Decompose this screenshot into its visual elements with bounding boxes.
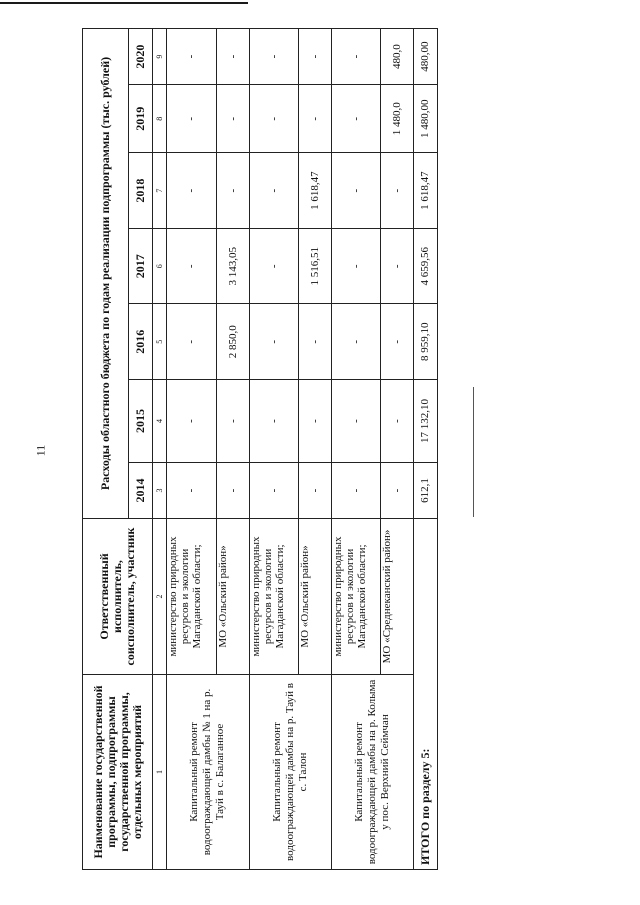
value-cell: - (331, 29, 380, 85)
index-row (153, 29, 167, 870)
value-cell: - (298, 380, 331, 463)
total-cell: 4 659,56 (413, 228, 437, 304)
value-cell: - (216, 380, 249, 463)
value-cell: 1 618,47 (298, 153, 331, 229)
year-cell: 2019 (129, 85, 153, 153)
measure-name: Капитальный ремонт водоограждающей дамбы № 1 на р. Тауй в с. Балаганное (167, 675, 249, 870)
index-cell: 8 (153, 85, 167, 153)
value-cell: - (331, 228, 380, 304)
year-cell: 2017 (129, 228, 153, 304)
page-number: 11 (33, 444, 48, 457)
value-cell: - (216, 29, 249, 85)
value-cell: - (167, 380, 216, 463)
index-cell: 4 (153, 380, 167, 463)
total-label: ИТОГО по разделу 5: (413, 519, 437, 870)
value-cell: - (380, 380, 413, 463)
value-cell: - (298, 29, 331, 85)
value-cell: - (249, 153, 298, 229)
value-cell: - (331, 304, 380, 380)
total-cell: 17 132,10 (413, 380, 437, 463)
index-cell: 5 (153, 304, 167, 380)
executor-primary: министерство природных ресурсов и экологии Магаданской области; (167, 519, 216, 675)
value-cell: 3 143,05 (216, 228, 249, 304)
value-cell: - (331, 380, 380, 463)
value-cell: - (331, 153, 380, 229)
header-name: Наименование государственной программы, подпрограммы государственной программы, отдельных мероприятий (83, 675, 153, 870)
value-cell: - (167, 462, 216, 518)
index-cell: 9 (153, 29, 167, 85)
top-rule (0, 2, 248, 4)
measure-name: Капитальный ремонт водоограждающей дамбы на р. Колыма у пос. Верхний Сеймчан (331, 675, 413, 870)
value-cell: - (167, 304, 216, 380)
rotated-table-container (82, 28, 438, 870)
executor-secondary: МО «Ольский район» (298, 519, 331, 675)
value-cell: - (380, 153, 413, 229)
year-cell: 2018 (129, 153, 153, 229)
total-cell: 8 959,10 (413, 304, 437, 380)
total-cell: 1 480,00 (413, 85, 437, 153)
total-cell: 480,00 (413, 29, 437, 85)
year-cell: 2014 (129, 462, 153, 518)
total-cell: 1 618,47 (413, 153, 437, 229)
value-cell: - (380, 462, 413, 518)
value-cell: - (298, 462, 331, 518)
index-cell: 7 (153, 153, 167, 229)
index-cell: 3 (153, 462, 167, 518)
value-cell: 2 850,0 (216, 304, 249, 380)
value-cell: - (249, 29, 298, 85)
table-row (331, 29, 380, 870)
header-executor: Ответственный исполнитель, соисполнитель, участник (83, 519, 153, 675)
value-cell: 1 480,0 (380, 85, 413, 153)
value-cell: - (331, 462, 380, 518)
year-cell: 2015 (129, 380, 153, 463)
value-cell: - (249, 228, 298, 304)
header-expenses: Расходы областного бюджета по годам реализации подпрограммы (тыс. рублей) (83, 29, 129, 519)
value-cell: - (249, 380, 298, 463)
total-row (413, 29, 437, 870)
total-cell: 612,1 (413, 462, 437, 518)
value-cell: - (249, 304, 298, 380)
year-cell: 2016 (129, 304, 153, 380)
value-cell: - (380, 304, 413, 380)
value-cell: - (249, 85, 298, 153)
value-cell: - (380, 228, 413, 304)
executor-secondary: МО «Среднеканский район» (380, 519, 413, 675)
header-row (83, 29, 129, 870)
table-row (167, 29, 216, 870)
value-cell: - (298, 304, 331, 380)
value-cell: - (249, 462, 298, 518)
budget-table (82, 28, 438, 870)
value-cell: - (167, 85, 216, 153)
measure-name: Капитальный ремонт водоограждающей дамбы на р. Тауй в с. Талон (249, 675, 331, 870)
executor-primary: министерство природных ресурсов и экологии Магаданской области; (249, 519, 298, 675)
table-row (249, 29, 298, 870)
value-cell: - (167, 29, 216, 85)
executor-primary: министерство природных ресурсов и экологии Магаданской области; (331, 519, 380, 675)
value-cell: - (216, 153, 249, 229)
value-cell: - (331, 85, 380, 153)
executor-secondary: МО «Ольский район» (216, 519, 249, 675)
margin-rule (473, 387, 474, 517)
index-cell: 6 (153, 228, 167, 304)
value-cell: - (216, 85, 249, 153)
value-cell: - (298, 85, 331, 153)
index-cell: 1 (153, 675, 167, 870)
value-cell: - (167, 228, 216, 304)
value-cell: 480,0 (380, 29, 413, 85)
index-cell: 2 (153, 519, 167, 675)
year-cell: 2020 (129, 29, 153, 85)
value-cell: 1 516,51 (298, 228, 331, 304)
value-cell: - (216, 462, 249, 518)
value-cell: - (167, 153, 216, 229)
